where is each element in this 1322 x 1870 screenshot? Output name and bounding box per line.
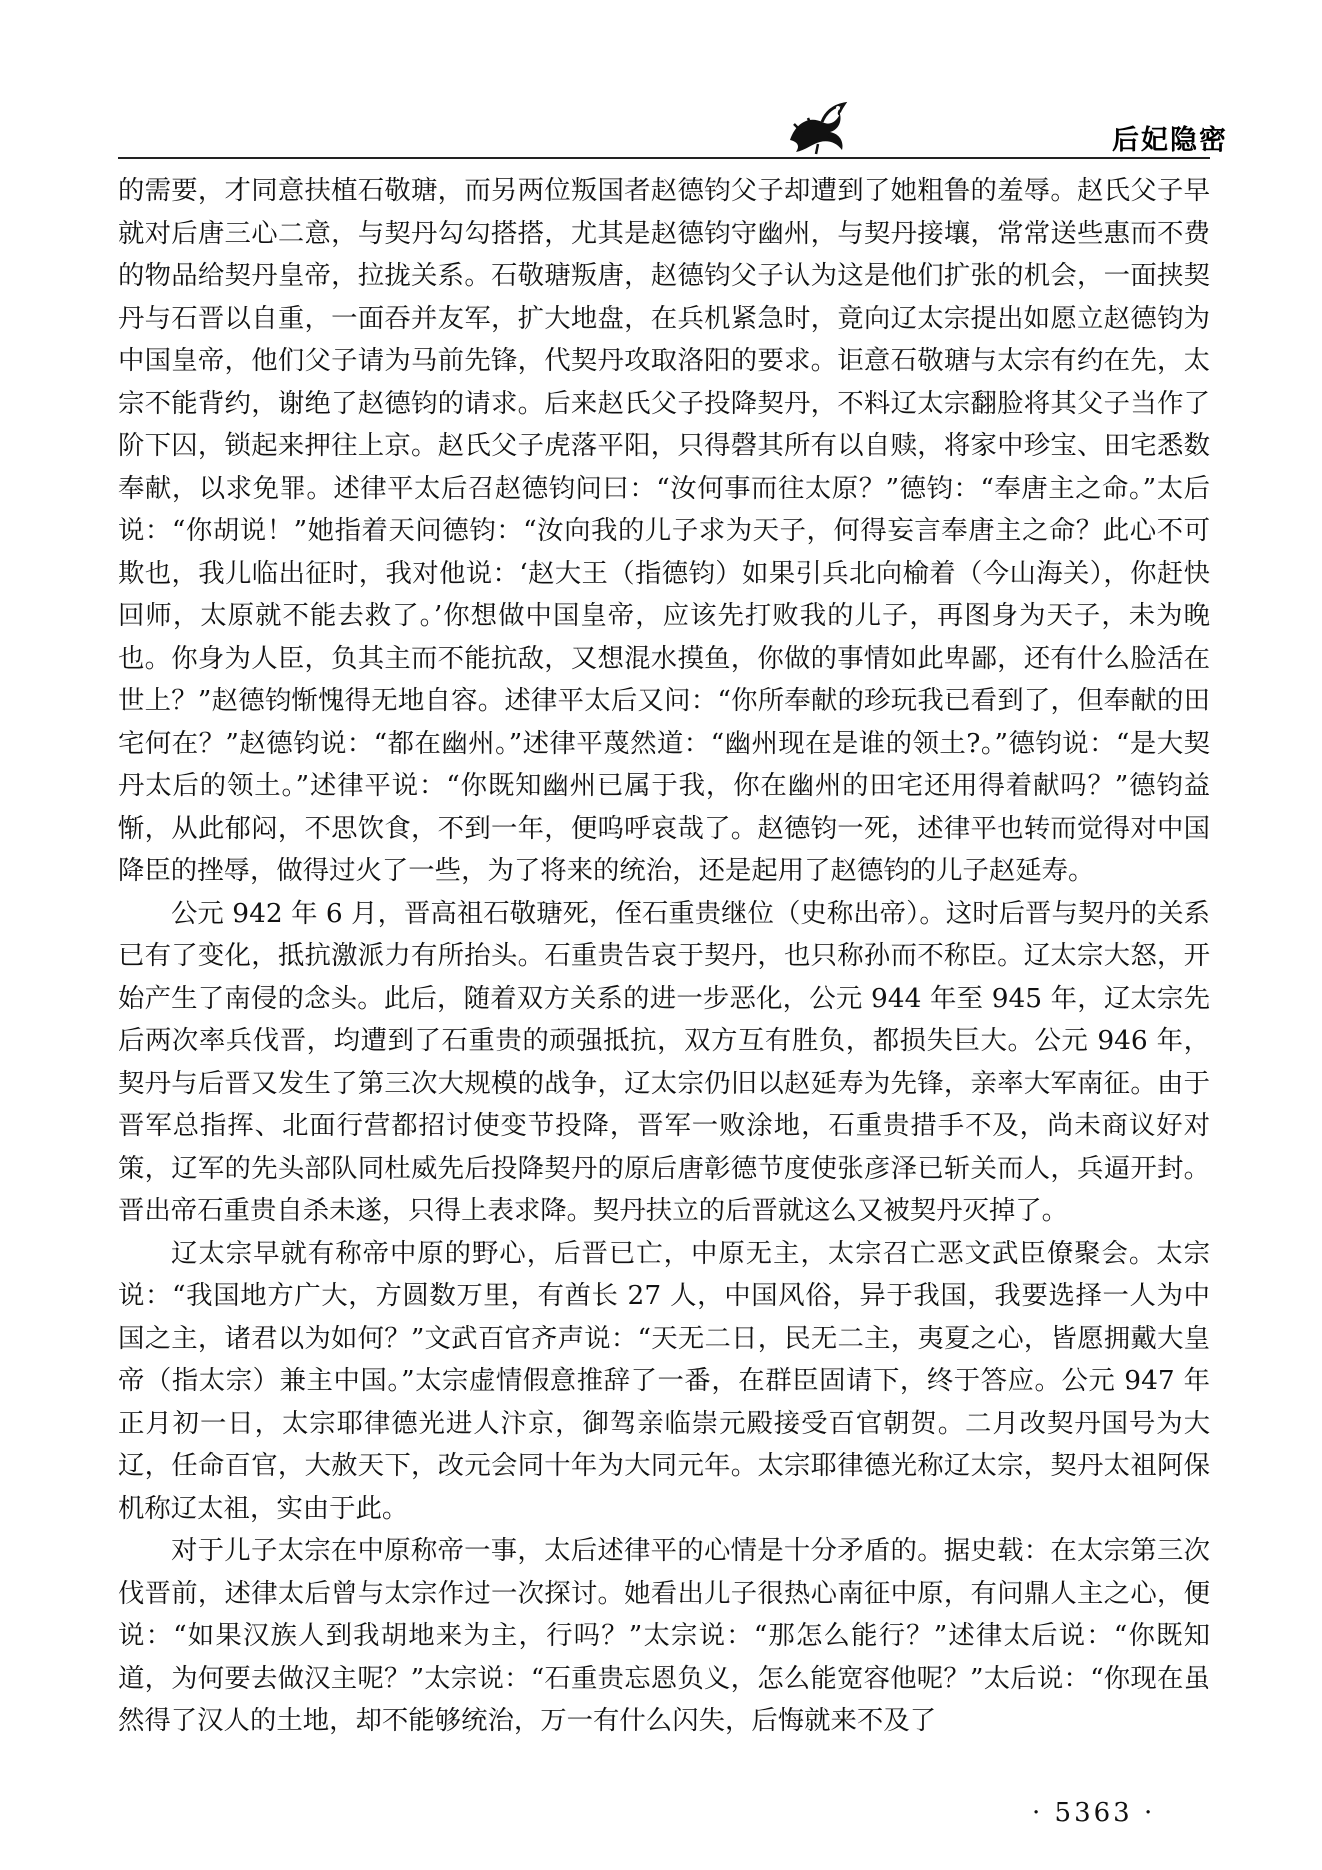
dragon-emblem-icon [782, 92, 852, 162]
page-number: · 5363 · [1032, 1798, 1156, 1828]
body-text [118, 170, 1210, 1743]
paragraph: 辽太宗早就有称帝中原的野心，后晋已亡，中原无主，太宗召亡恶文武臣僚聚会。太宗说：“我国地方广大，方圆数万里，有酋长 27 人，中国风俗，异于我国，我要选择一人为中国之主，诸君以为如何？”文武百官齐声说：“天无二日，民无二主，夷夏之心，皆愿拥戴大皇帝（指太宗）兼主中国。”太宗虚情假意推辞了一番，在群臣固请下，终于答应。公元 947 年正月初一日，太宗耶律德光进人汴京，御驾亲临崇元殿接受百官朝贺。二月改契丹国号为大辽，任命百官，大赦天下，改元会同十年为大同元年。太宗耶律德光称辽太宗，契丹太祖阿保机称辽太祖，实由于此。 [118, 1237, 1210, 1524]
header-divider [118, 157, 1210, 159]
paragraph: 公元 942 年 6 月，晋高祖石敬瑭死，侄石重贵继位（史称出帝）。这时后晋与契丹的关系已有了变化，抵抗激派力有所抬头。石重贵告哀于契丹，也只称孙而不称臣。辽太宗大怒，开始产生了南侵的念头。此后，随着双方关系的进一步恶化，公元 944 年至 945 年，辽太宗先后两次率兵伐晋，均遭到了石重贵的顽强抵抗，双方互有胜负，都损失巨大。公元 946 年，契丹与后晋又发生了第三次大规模的战争，辽太宗仍旧以赵延寿为先锋，亲率大军南征。由于晋军总指挥、北面行营都招讨使变节投降，晋军一败涂地，石重贵措手不及，尚未商议好对策，辽军的先头部队同杜威先后投降契丹的原后唐彰德节度使张彦泽已斩关而人，兵逼开封。晋出帝石重贵自杀未遂，只得上表求降。契丹扶立的后晋就这么又被契丹灭掉了。 [118, 897, 1210, 1226]
section-title: 后妃隐密 [1112, 125, 1228, 156]
paragraph: 对于儿子太宗在中原称帝一事，太后述律平的心情是十分矛盾的。据史载：在太宗第三次伐晋前，述律太后曾与太宗作过一次探讨。她看出儿子很热心南征中原，有问鼎人主之心，便说：“如果汉族人到我胡地来为主，行吗？”太宗说：“那怎么能行？”述律太后说：“你既知道，为何要去做汉主呢？”太宗说：“石重贵忘恩负义，怎么能宽容他呢？”太后说：“你现在虽然得了汉人的土地，却不能够统治，万一有什么闪失，后悔就来不及了 [118, 1535, 1210, 1736]
paragraph: 的需要，才同意扶植石敬瑭，而另两位叛国者赵德钧父子却遭到了她粗鲁的羞辱。赵氏父子早就对后唐三心二意，与契丹勾勾搭搭，尤其是赵德钧守幽州，与契丹接壤，常常送些惠而不费的物品给契丹皇帝，拉拢关系。石敬瑭叛唐，赵德钧父子认为这是他们扩张的机会，一面挟契丹与石晋以自重，一面吞并友军，扩大地盘，在兵机紧急时，竟向辽太宗提出如愿立赵德钧为中国皇帝，他们父子请为马前先锋，代契丹攻取洛阳的要求。讵意石敬瑭与太宗有约在先，太宗不能背约，谢绝了赵德钧的请求。后来赵氏父子投降契丹，不料辽太宗翻脸将其父子当作了阶下囚，锁起来押往上京。赵氏父子虎落平阳，只得磬其所有以自赎，将家中珍宝、田宅悉数奉献，以求免罪。述律平太后召赵德钧问曰：“汝何事而往太原？”德钧：“奉唐主之命。”太后说：“你胡说！”她指着天问德钧：“汝向我的儿子求为天子，何得妄言奉唐主之命？此心不可欺也，我儿临出征时，我对他说：‘赵大王（指德钧）如果引兵北向榆着（今山海关），你赶快回师，太原就不能去救了。’你想做中国皇帝，应该先打败我的儿子，再图身为天子，未为晚也。你身为人臣，负其主而不能抗敌，又想混水摸鱼，你做的事情如此卑鄙，还有什么脸活在世上？”赵德钧惭愧得无地自容。述律平太后又问：“你所奉献的珍玩我已看到了，但奉献的田宅何在？”赵德钧说：“都在幽州。”述律平蔑然道：“幽州现在是谁的领土?。”德钧说：“是大契丹太后的领土。”述律平说：“你既知幽州已属于我，你在幽州的田宅还用得着献吗？”德钧益惭，从此郁闷，不思饮食，不到一年，便呜呼哀哉了。赵德钧一死，述律平也转而觉得对中国降臣的挫辱，做得过火了一些，为了将来的统治，还是起用了赵德钧的儿子赵延寿。 [118, 175, 1210, 886]
